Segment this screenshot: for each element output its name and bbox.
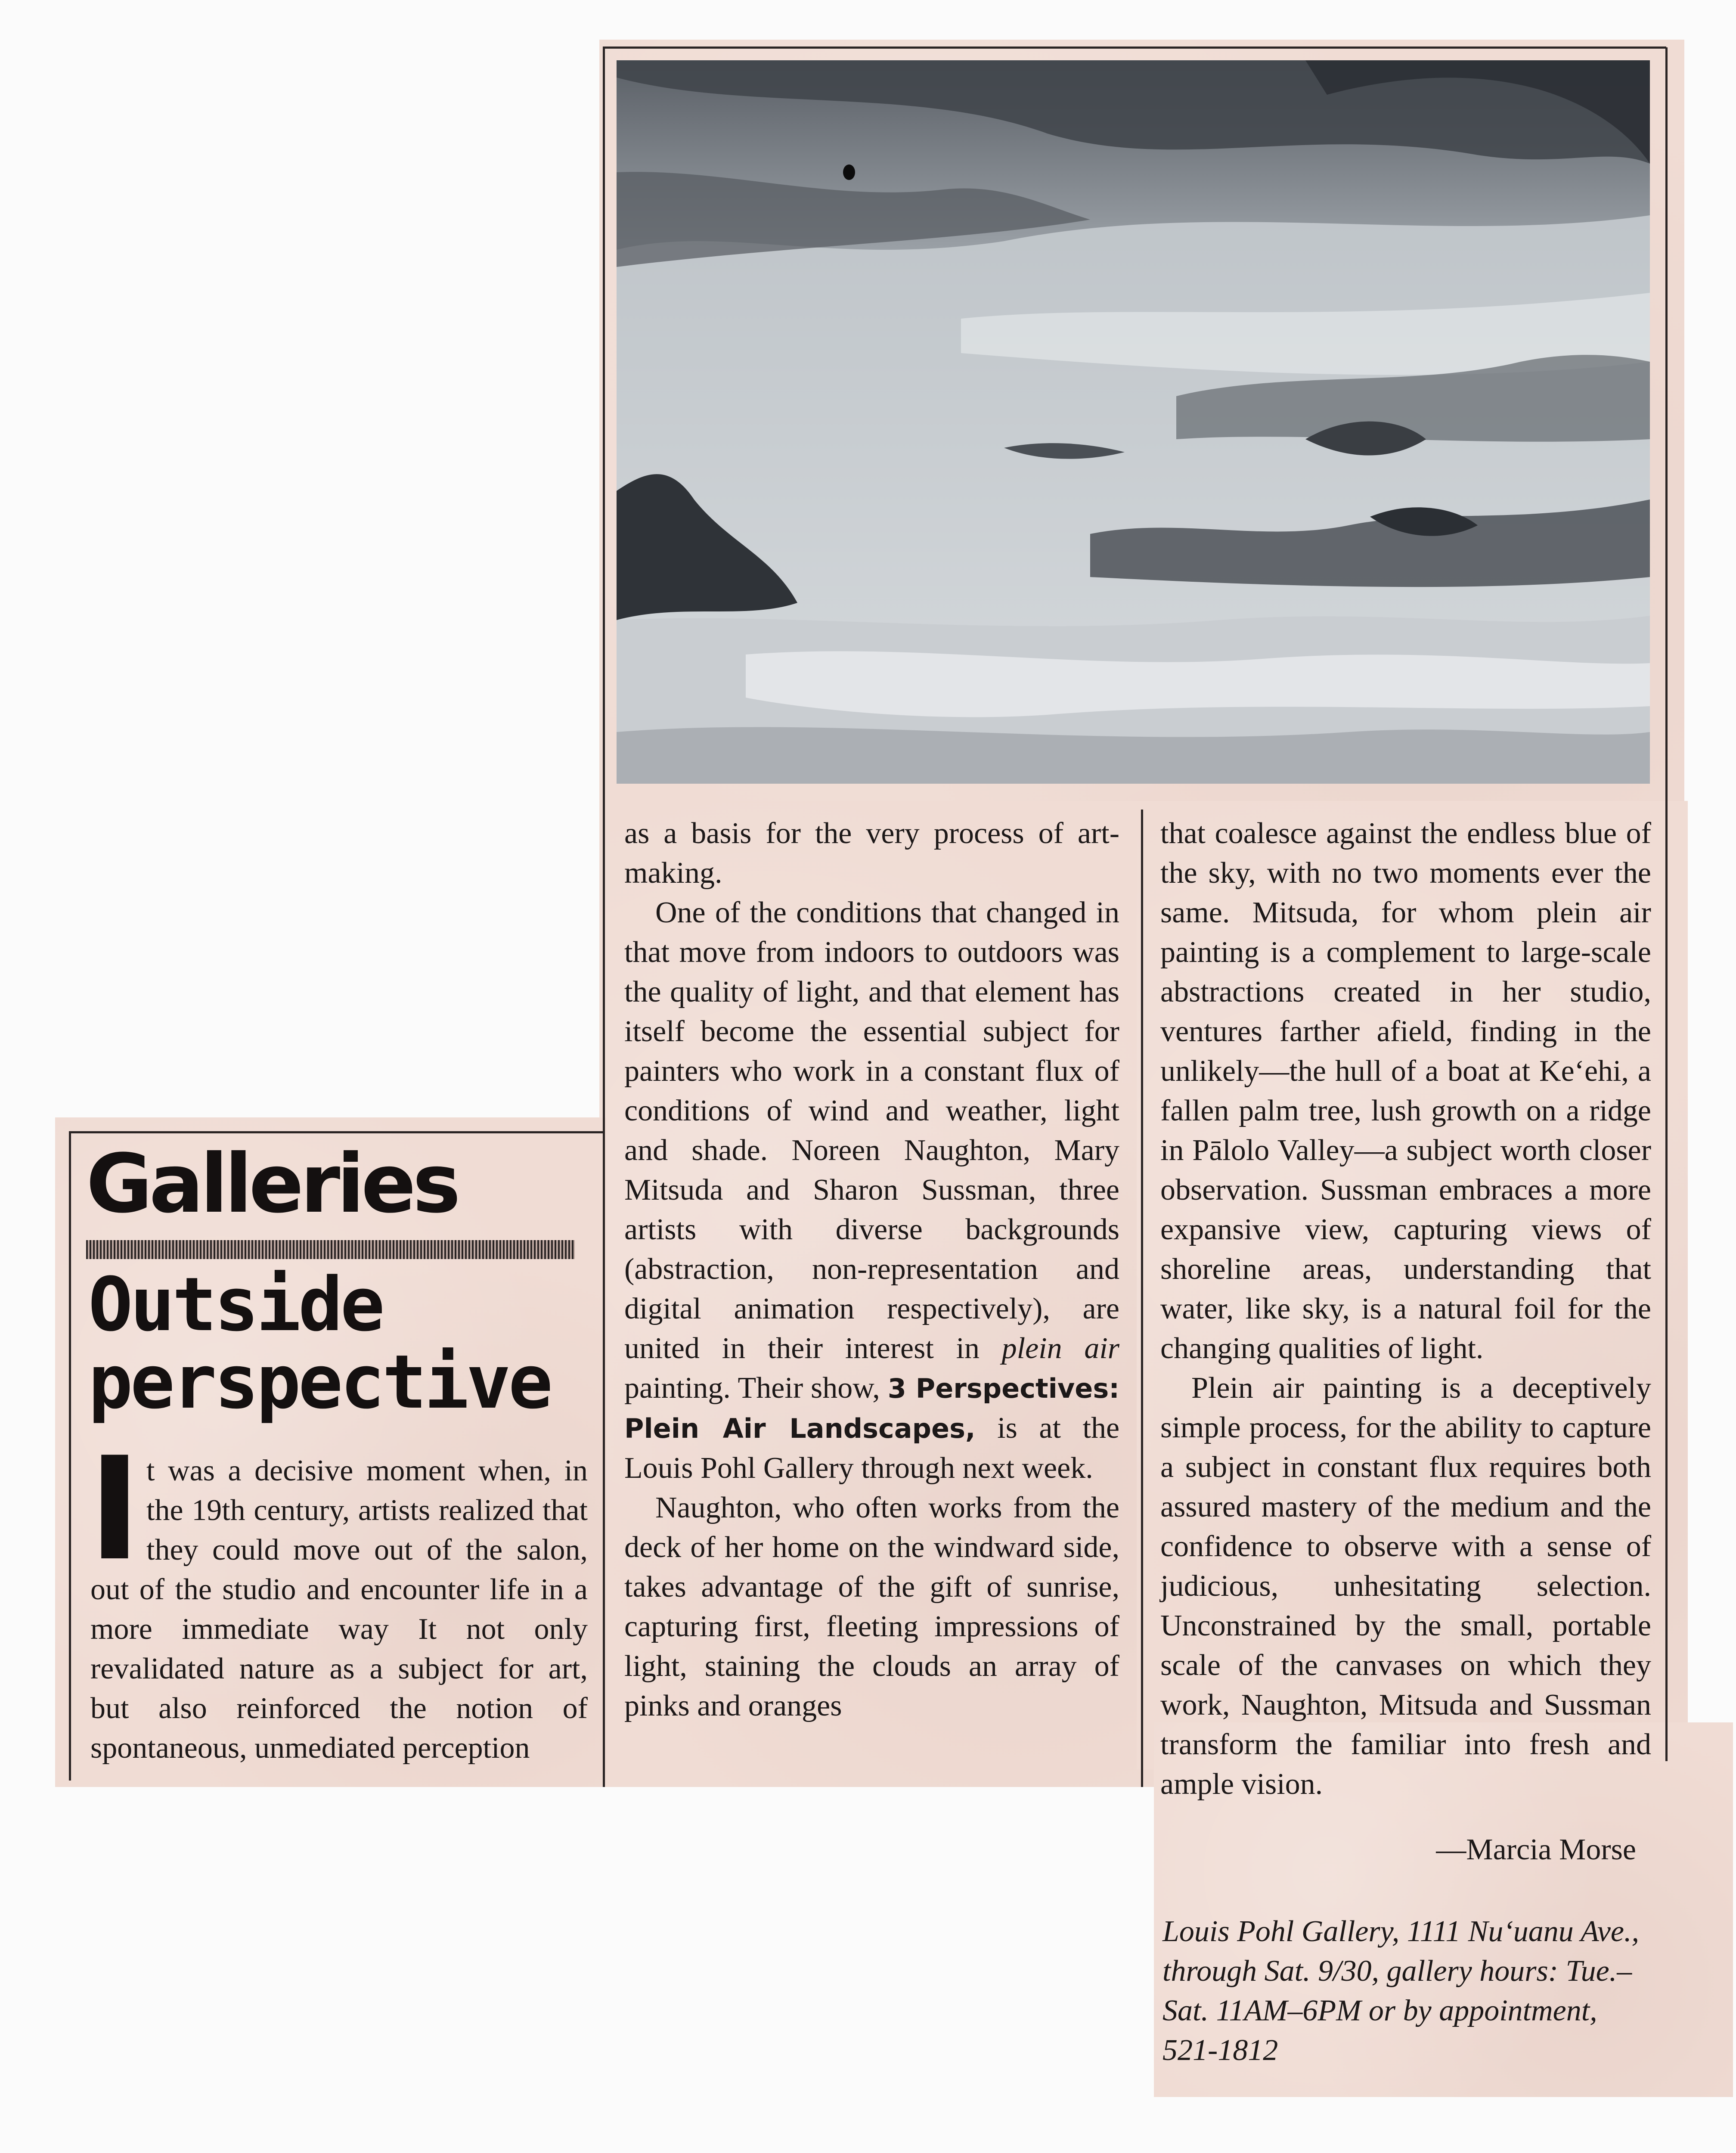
column-2-paragraph-2-end: is at the Louis Pohl Gallery through next week. <box>624 1412 1120 1485</box>
article-column-2 <box>624 814 1119 1726</box>
headline-line-2: perspective <box>88 1339 551 1425</box>
article-column-3 <box>1160 814 1651 1804</box>
plein-air-italic: plein air <box>1001 1332 1120 1365</box>
seascape-painting-image <box>617 60 1650 784</box>
rule-col1-col2 <box>603 47 605 1787</box>
column-1-paragraph <box>90 1451 588 1768</box>
rule-left-outer <box>69 1132 71 1781</box>
show-title: 3 Perspectives: Plein Air Landscapes, <box>624 1373 1120 1444</box>
byline: —Marcia Morse <box>1436 1833 1636 1866</box>
column-1-text: t was a decisive moment when, in the 19th century, artists realized that they could move out of the salon, out of the studio and encounter life in a more immediate way It not only revalidated nature as a subject for art, but also reinforced the notion of spontaneous, unmediated perception <box>90 1454 588 1765</box>
rule-col2-col3 <box>1141 810 1143 1787</box>
dark-spot-icon <box>843 164 855 180</box>
rule-left-top <box>69 1131 605 1133</box>
drop-cap: I <box>88 1427 141 1592</box>
column-3-paragraph-2: Plein air painting is a deceptively simple process, for the ability to capture a subject in constant flux requires both assured mastery of the medium and the confidence to observe with a sense of judicious, unhesitating selection. Unconstrained by the small, portable scale of the canvases on which they work, Naughton, Mitsuda and Sussman transform the familiar into fresh and ample vision. <box>1160 1371 1651 1801</box>
rule-photo-top <box>603 47 1666 49</box>
column-2-paragraph-2-after: painting. Their show, <box>624 1371 880 1405</box>
kicker-divider <box>86 1240 575 1259</box>
headline <box>88 1261 579 1425</box>
column-2-paragraph-3: Naughton, who often works from the deck of her home on the windward side, takes advantage of the gift of sunrise, capturing first, fleeting impressions of light, staining the clouds an array of pinks and oranges <box>624 1491 1119 1722</box>
column-3-paragraph-1: that coalesce against the endless blue of the sky, with no two moments ever the same. Mitsuda, for whom plein air painting is a complement to large-scale abstractions created in her studio, ventures farther afield, finding in the unlikely—the hull of a boat at Ke‘ehi, a fallen palm tree, lush growth on a ridge in Pālolo Valley—a subject worth closer observation. Sussman embraces a more expansive view, capturing views of shoreline areas, understanding that water, like sky, is a natural foil for the changing qualities of light. <box>1160 817 1651 1365</box>
column-2-paragraph-2 <box>624 893 1119 1488</box>
headline-line-1: Outside <box>88 1261 382 1348</box>
column-2-paragraph-2-text: One of the conditions that changed in that move from indoors to outdoors was the quality of light, and that element has itself become the essential subject for painters who work in a constant flux of conditions of wind and weather, light and shade. Noreen Naughton, Mary Mitsuda and Sharon Sussman, three artists with diverse backgrounds (abstraction, non-representation and digital animation respectively), are united in their interest in <box>624 896 1119 1365</box>
section-kicker: Galleries <box>86 1137 458 1231</box>
gallery-info: Louis Pohl Gallery, 1111 Nu‘uanu Ave., through Sat. 9/30, gallery hours: Tue.–Sat. 11AM–6PM or by appointment, 521-1812 <box>1162 1915 1639 2067</box>
seascape-photo <box>617 60 1650 784</box>
article-column-1 <box>90 1451 588 1768</box>
dropcap-space <box>90 1451 146 1567</box>
column-2-paragraph-1: as a basis for the very process of art-making. <box>624 817 1119 890</box>
rule-right-outer <box>1665 47 1668 1761</box>
